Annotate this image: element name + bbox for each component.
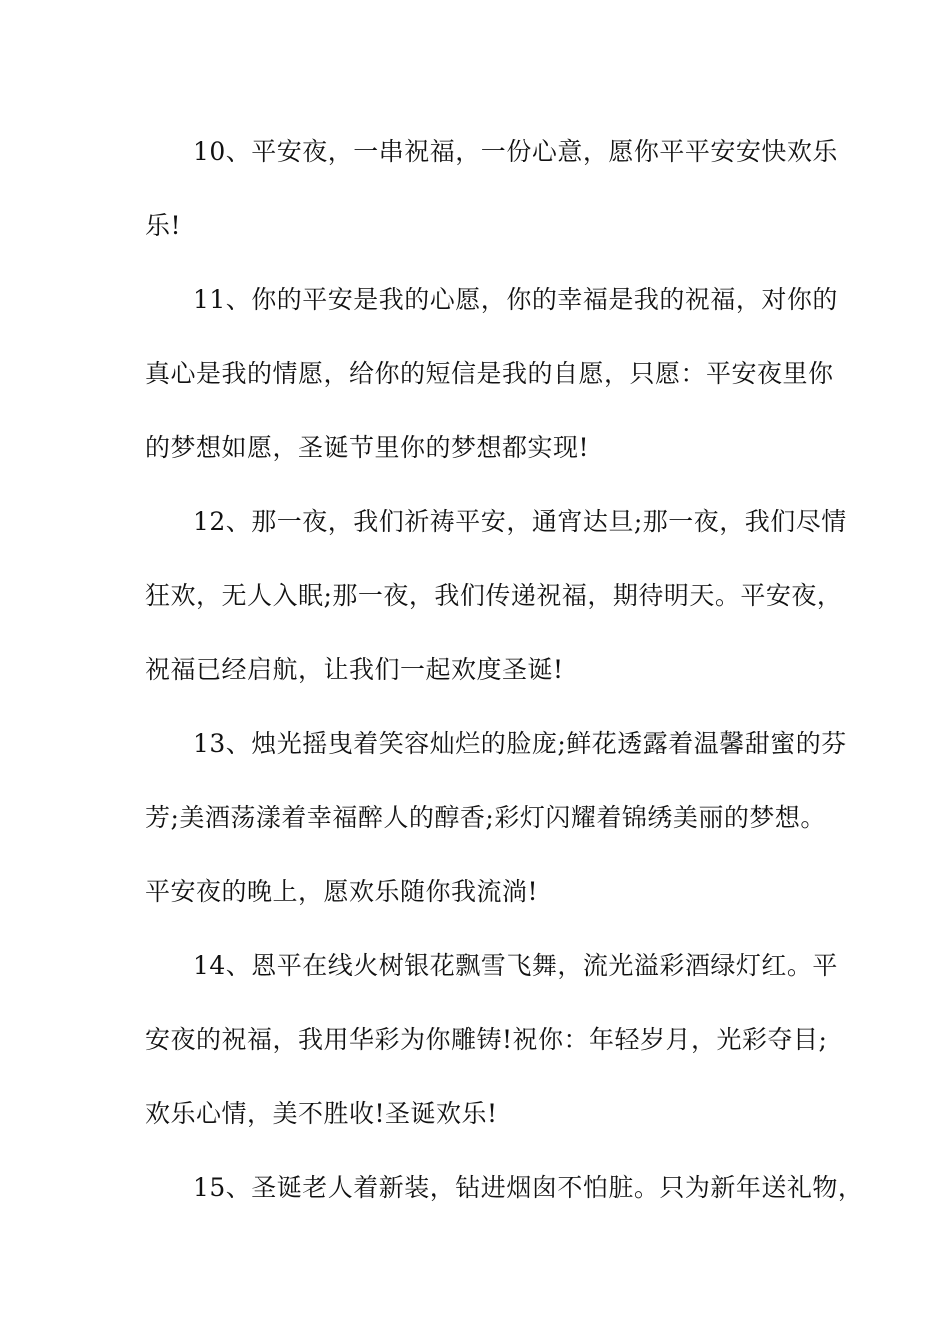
paragraph-14-line-1: 14、恩平在线火树银花飘雪飞舞，流光溢彩酒绿灯红。平: [193, 951, 838, 980]
paragraph-13-line-2: 芳;美酒荡漾着幸福醉人的醇香;彩灯闪耀着锦绣美丽的梦想。: [145, 803, 826, 832]
paragraph-11-line-3: 的梦想如愿，圣诞节里你的梦想都实现!: [145, 433, 590, 462]
paragraph-12-line-2: 狂欢，无人入眠;那一夜，我们传递祝福，期待明天。平安夜，: [145, 581, 843, 610]
paragraph-14-line-3: 欢乐心情，美不胜收!圣诞欢乐!: [145, 1099, 498, 1128]
paragraph-10-line-1: 10、平安夜，一串祝福，一份心意，愿你平平安安快欢乐: [193, 137, 838, 166]
paragraph-12-line-3: 祝福已经启航，让我们一起欢度圣诞!: [145, 655, 564, 684]
paragraph-12-line-1: 12、那一夜，我们祈祷平安，通宵达旦;那一夜，我们尽情: [193, 507, 847, 536]
paragraph-14-line-2: 安夜的祝福，我用华彩为你雕铸!祝你：年轻岁月，光彩夺目;: [145, 1025, 828, 1054]
paragraph-13-line-3: 平安夜的晚上，愿欢乐随你我流淌!: [145, 877, 539, 906]
paragraph-11-line-2: 真心是我的情愿，给你的短信是我的自愿，只愿：平安夜里你: [145, 359, 834, 388]
paragraph-13-line-1: 13、烛光摇曳着笑容灿烂的脸庞;鲜花透露着温馨甜蜜的芬: [193, 729, 847, 758]
paragraph-15-line-1: 15、圣诞老人着新装，钻进烟囱不怕脏。只为新年送礼物，: [193, 1173, 864, 1202]
paragraph-11-line-1: 11、你的平安是我的心愿，你的幸福是我的祝福，对你的: [193, 285, 838, 314]
paragraph-10-line-2: 乐!: [145, 211, 182, 240]
